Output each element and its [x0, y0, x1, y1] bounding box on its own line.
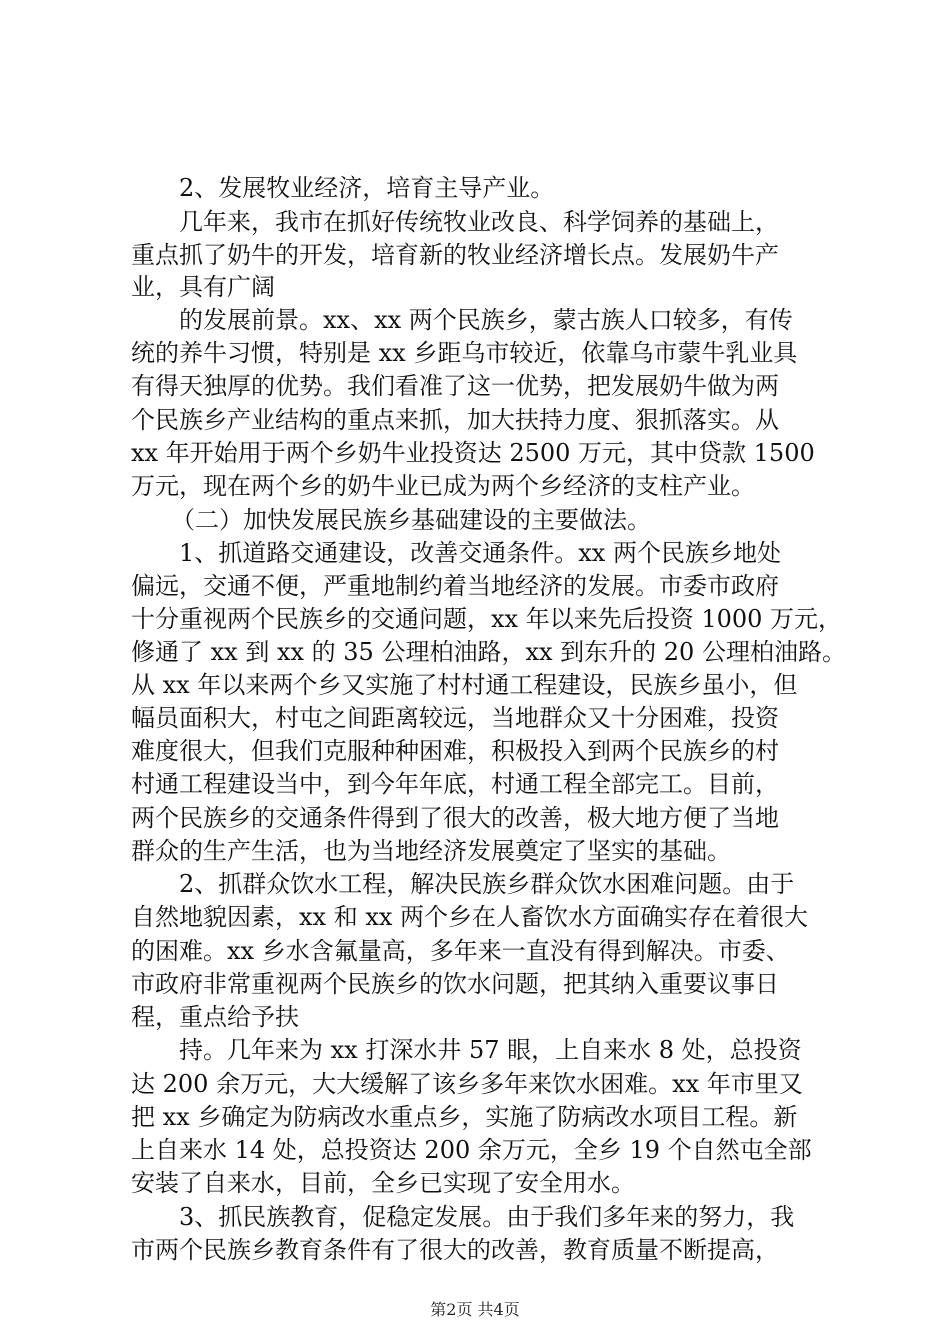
paragraph-line: 村通工程建设当中，到今年年底，村通工程全部完工。目前， — [131, 770, 779, 798]
paragraph-line: 达 200 余万元，大大缓解了该乡多年来饮水困难。xx 年市里又 — [131, 1070, 803, 1098]
paragraph-line: 程，重点给予扶 — [131, 1003, 299, 1031]
page-number-footer: 第2页 共4页 — [430, 1300, 520, 1319]
paragraph-heading: 2、发展牧业经济，培育主导产业。 — [179, 174, 555, 202]
paragraph-line: 市政府非常重视两个民族乡的饮水问题，把其纳入重要议事日 — [131, 970, 779, 998]
paragraph-line: 两个民族乡的交通条件得到了很大的改善，极大地方便了当地 — [131, 804, 779, 832]
paragraph-line: 的困难。xx 乡水含氟量高，多年来一直没有得到解决。市委、 — [131, 937, 790, 965]
paragraph-line: 1、抓道路交通建设，改善交通条件。xx 两个民族乡地处 — [179, 539, 781, 567]
paragraph-line: 的发展前景。xx、xx 两个民族乡，蒙古族人口较多，有传 — [179, 306, 793, 334]
paragraph-line: 安装了自来水，目前，全乡已实现了安全用水。 — [131, 1169, 635, 1197]
paragraph-line: 持。几年来为 xx 打深水井 57 眼，上自来水 8 处，总投资 — [179, 1036, 802, 1064]
paragraph-line: 几年来，我市在抓好传统牧业改良、科学饲养的基础上， — [179, 208, 779, 236]
paragraph-line: 难度很大，但我们克服种种困难，积极投入到两个民族乡的村 — [131, 737, 779, 765]
paragraph-line: 2、抓群众饮水工程，解决民族乡群众饮水困难问题。由于 — [179, 870, 795, 898]
paragraph-line: 上自来水 14 处，总投资达 200 余万元，全乡 19 个自然屯全部 — [131, 1136, 812, 1164]
paragraph-line: 3、抓民族教育，促稳定发展。由于我们多年来的努力，我 — [179, 1203, 795, 1231]
paragraph-line: 修通了 xx 到 xx 的 35 公理柏油路，xx 到东升的 20 公理柏油路。 — [131, 638, 846, 666]
paragraph-line: 从 xx 年以来两个乡又实施了村村通工程建设，民族乡虽小，但 — [131, 671, 798, 699]
paragraph-line: 重点抓了奶牛的开发，培育新的牧业经济增长点。发展奶牛产 — [131, 241, 779, 269]
paragraph-line: 自然地貌因素，xx 和 xx 两个乡在人畜饮水方面确实存在着很大 — [131, 903, 809, 931]
section-heading: （二）加快发展民族乡基础建设的主要做法。 — [171, 506, 651, 534]
paragraph-line: 把 xx 乡确定为防病改水重点乡，实施了防病改水项目工程。新 — [131, 1103, 798, 1131]
paragraph-line: xx 年开始用于两个乡奶牛业投资达 2500 万元，其中贷款 1500 — [131, 439, 815, 467]
paragraph-line: 个民族乡产业结构的重点来抓，加大扶持力度、狠抓落实。从 — [131, 406, 779, 434]
paragraph-line: 市两个民族乡教育条件有了很大的改善，教育质量不断提高， — [131, 1236, 779, 1264]
paragraph-line: 有得天独厚的优势。我们看准了这一优势，把发展奶牛做为两 — [131, 372, 779, 400]
paragraph-line: 业，具有广阔 — [131, 273, 275, 301]
paragraph-line: 群众的生产生活，也为当地经济发展奠定了坚实的基础。 — [131, 837, 731, 865]
paragraph-line: 统的养牛习惯，特别是 xx 乡距乌市较近，依靠乌市蒙牛乳业具 — [131, 339, 798, 367]
paragraph-line: 幅员面积大，村屯之间距离较远，当地群众又十分困难，投资 — [131, 704, 779, 732]
paragraph-line: 万元，现在两个乡的奶牛业已成为两个乡经济的支柱产业。 — [131, 472, 755, 500]
paragraph-line: 十分重视两个民族乡的交通问题，xx 年以来先后投资 1000 万元， — [131, 605, 843, 633]
paragraph-line: 偏远，交通不便，严重地制约着当地经济的发展。市委市政府 — [131, 572, 779, 600]
